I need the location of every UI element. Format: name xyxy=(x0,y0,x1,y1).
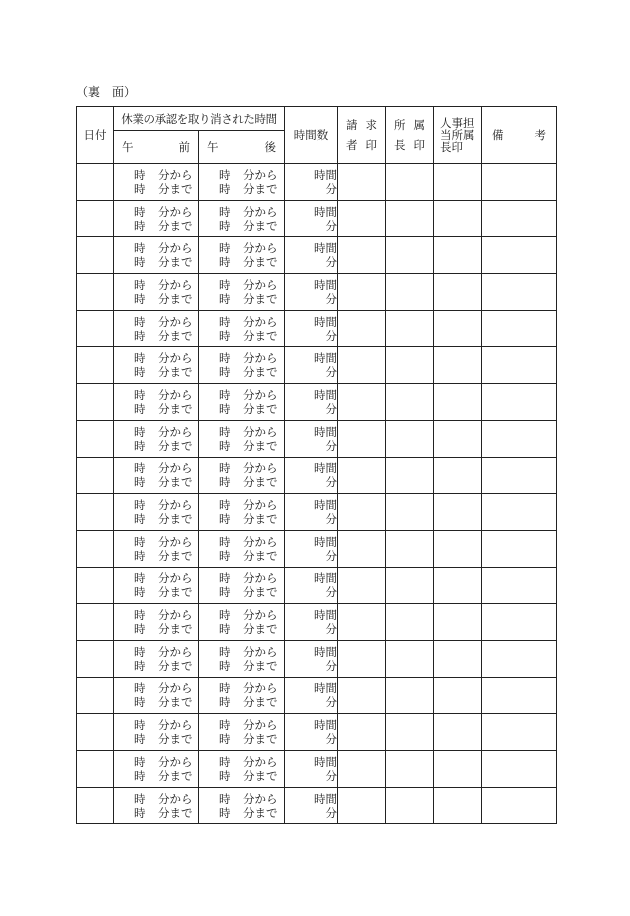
remarks-cell[interactable] xyxy=(482,677,557,714)
requester-seal-cell[interactable] xyxy=(338,787,386,824)
hr-dept-head-seal-cell[interactable] xyxy=(434,751,482,788)
table-row xyxy=(77,200,557,237)
table-row xyxy=(77,751,557,788)
dept-head-seal-cell[interactable] xyxy=(386,751,434,788)
hr-dept-head-seal-cell[interactable] xyxy=(434,457,482,494)
hr-dept-head-seal-cell[interactable] xyxy=(434,494,482,531)
pm-time-cell[interactable]: 時 分から 時 分まで xyxy=(199,494,285,531)
date-cell[interactable] xyxy=(77,677,114,714)
remarks-cell[interactable] xyxy=(482,200,557,237)
pm-time-cell[interactable]: 時 分から 時 分まで xyxy=(199,751,285,788)
pm-time-cell[interactable]: 時 分から 時 分まで xyxy=(199,237,285,274)
hr-dept-head-seal-cell[interactable] xyxy=(434,347,482,384)
hr-dept-head-seal-cell[interactable] xyxy=(434,420,482,457)
pm-time-cell[interactable]: 時 分から 時 分まで xyxy=(199,164,285,201)
dept-head-seal-cell[interactable] xyxy=(386,787,434,824)
table-row xyxy=(77,604,557,641)
hours-count-cell[interactable]: 時間 分 xyxy=(285,347,338,384)
hours-count-cell[interactable]: 時間 分 xyxy=(285,494,338,531)
hr-dept-head-seal-cell[interactable] xyxy=(434,384,482,421)
am-time-cell[interactable]: 時 分から 時 分まで xyxy=(114,420,199,457)
table-row xyxy=(77,677,557,714)
requester-seal-cell[interactable] xyxy=(338,640,386,677)
pm-time-cell[interactable]: 時 分から 時 分まで xyxy=(199,567,285,604)
table-row xyxy=(77,494,557,531)
dept-head-seal-cell[interactable] xyxy=(386,567,434,604)
hours-count-cell[interactable]: 時間 分 xyxy=(285,567,338,604)
date-cell[interactable] xyxy=(77,567,114,604)
am-time-cell[interactable]: 時 分から 時 分まで xyxy=(114,494,199,531)
dept-head-seal-cell[interactable] xyxy=(386,420,434,457)
remarks-cell[interactable] xyxy=(482,274,557,311)
date-cell[interactable] xyxy=(77,640,114,677)
table-row xyxy=(77,787,557,824)
dept-head-seal-cell[interactable] xyxy=(386,494,434,531)
am-time-cell[interactable]: 時 分から 時 分まで xyxy=(114,751,199,788)
remarks-cell[interactable] xyxy=(482,751,557,788)
hr-dept-head-seal-cell[interactable] xyxy=(434,567,482,604)
pm-time-cell[interactable]: 時 分から 時 分まで xyxy=(199,714,285,751)
am-time-cell[interactable]: 時 分から 時 分まで xyxy=(114,530,199,567)
remarks-cell[interactable] xyxy=(482,494,557,531)
am-time-cell[interactable]: 時 分から 時 分まで xyxy=(114,310,199,347)
dept-head-seal-cell[interactable] xyxy=(386,310,434,347)
hours-count-cell[interactable]: 時間 分 xyxy=(285,640,338,677)
hours-count-cell[interactable]: 時間 分 xyxy=(285,164,338,201)
date-cell[interactable] xyxy=(77,751,114,788)
dept-head-seal-cell[interactable] xyxy=(386,347,434,384)
requester-seal-cell[interactable] xyxy=(338,347,386,384)
date-cell[interactable] xyxy=(77,714,114,751)
table-row xyxy=(77,164,557,201)
am-time-cell[interactable]: 時 分から 時 分まで xyxy=(114,274,199,311)
dept-head-seal-cell[interactable] xyxy=(386,384,434,421)
hours-count-cell[interactable]: 時間 分 xyxy=(285,274,338,311)
requester-seal-cell[interactable] xyxy=(338,457,386,494)
remarks-cell[interactable] xyxy=(482,457,557,494)
am-time-cell[interactable]: 時 分から 時 分まで xyxy=(114,384,199,421)
remarks-cell[interactable] xyxy=(482,237,557,274)
remarks-cell[interactable] xyxy=(482,164,557,201)
date-cell[interactable] xyxy=(77,604,114,641)
requester-seal-cell[interactable] xyxy=(338,420,386,457)
date-cell[interactable] xyxy=(77,310,114,347)
date-header: 日付 xyxy=(77,107,114,164)
table-row xyxy=(77,310,557,347)
am-time-cell[interactable]: 時 分から 時 分まで xyxy=(114,237,199,274)
table-row xyxy=(77,420,557,457)
hours-count-cell[interactable]: 時間 分 xyxy=(285,530,338,567)
dept-head-seal-cell[interactable] xyxy=(386,640,434,677)
hr-dept-head-seal-cell[interactable] xyxy=(434,237,482,274)
pm-time-cell[interactable]: 時 分から 時 分まで xyxy=(199,604,285,641)
hours-count-cell[interactable]: 時間 分 xyxy=(285,420,338,457)
hours-count-cell[interactable]: 時間 分 xyxy=(285,384,338,421)
table-row xyxy=(77,640,557,677)
hours-count-cell[interactable]: 時間 分 xyxy=(285,200,338,237)
leave-cancel-header: 休業の承認を取り消された時間 xyxy=(114,107,285,131)
dept-head-seal-cell[interactable] xyxy=(386,237,434,274)
remarks-cell[interactable] xyxy=(482,640,557,677)
requester-seal-cell[interactable] xyxy=(338,567,386,604)
pm-time-cell[interactable]: 時 分から 時 分まで xyxy=(199,310,285,347)
table-row xyxy=(77,457,557,494)
table-row xyxy=(77,567,557,604)
requester-seal-cell[interactable] xyxy=(338,677,386,714)
dept-head-seal-cell[interactable] xyxy=(386,530,434,567)
pm-time-cell[interactable]: 時 分から 時 分まで xyxy=(199,200,285,237)
hr-dept-head-seal-cell[interactable] xyxy=(434,604,482,641)
requester-seal-cell[interactable] xyxy=(338,751,386,788)
remarks-cell[interactable] xyxy=(482,420,557,457)
table-row xyxy=(77,274,557,311)
remarks-cell[interactable] xyxy=(482,787,557,824)
hr-dept-head-seal-cell[interactable] xyxy=(434,640,482,677)
am-time-cell[interactable]: 時 分から 時 分まで xyxy=(114,714,199,751)
pm-time-cell[interactable]: 時 分から 時 分まで xyxy=(199,457,285,494)
remarks-cell[interactable] xyxy=(482,310,557,347)
pm-time-cell[interactable]: 時 分から 時 分まで xyxy=(199,530,285,567)
remarks-cell[interactable] xyxy=(482,384,557,421)
requester-seal-cell[interactable] xyxy=(338,310,386,347)
cancellation-time-table xyxy=(76,106,557,824)
pm-time-cell[interactable]: 時 分から 時 分まで xyxy=(199,640,285,677)
pm-time-cell[interactable]: 時 分から 時 分まで xyxy=(199,420,285,457)
requester-seal-cell[interactable] xyxy=(338,494,386,531)
requester-seal-cell[interactable] xyxy=(338,237,386,274)
table-row xyxy=(77,714,557,751)
remarks-header: 備 考 xyxy=(482,107,557,164)
hours-count-cell[interactable]: 時間 分 xyxy=(285,604,338,641)
requester-seal-cell[interactable] xyxy=(338,530,386,567)
dept-head-seal-cell[interactable] xyxy=(386,164,434,201)
date-cell[interactable] xyxy=(77,274,114,311)
hours-count-cell[interactable]: 時間 分 xyxy=(285,751,338,788)
page-label: （裏 面） xyxy=(76,85,137,99)
pm-time-cell[interactable]: 時 分から 時 分まで xyxy=(199,274,285,311)
dept-head-seal-cell[interactable] xyxy=(386,274,434,311)
remarks-cell[interactable] xyxy=(482,567,557,604)
remarks-cell[interactable] xyxy=(482,604,557,641)
am-time-cell[interactable]: 時 分から 時 分まで xyxy=(114,567,199,604)
hours-count-cell[interactable]: 時間 分 xyxy=(285,310,338,347)
date-cell[interactable] xyxy=(77,457,114,494)
hours-count-cell[interactable]: 時間 分 xyxy=(285,787,338,824)
hr-dept-head-seal-cell[interactable] xyxy=(434,530,482,567)
pm-header: 午 後 xyxy=(199,131,285,164)
date-cell[interactable] xyxy=(77,494,114,531)
table-row xyxy=(77,237,557,274)
date-cell[interactable] xyxy=(77,787,114,824)
am-time-cell[interactable]: 時 分から 時 分まで xyxy=(114,640,199,677)
am-time-cell[interactable]: 時 分から 時 分まで xyxy=(114,164,199,201)
remarks-cell[interactable] xyxy=(482,714,557,751)
hr-dept-head-seal-cell[interactable] xyxy=(434,164,482,201)
hr-dept-head-seal-cell[interactable] xyxy=(434,274,482,311)
am-time-cell[interactable]: 時 分から 時 分まで xyxy=(114,787,199,824)
date-cell[interactable] xyxy=(77,200,114,237)
hr-dept-head-seal-cell[interactable] xyxy=(434,677,482,714)
date-cell[interactable] xyxy=(77,530,114,567)
remarks-cell[interactable] xyxy=(482,347,557,384)
am-time-cell[interactable]: 時 分から 時 分まで xyxy=(114,604,199,641)
date-cell[interactable] xyxy=(77,384,114,421)
hr-dept-head-seal-header: 人事担 当所属 長印 xyxy=(434,107,482,164)
hr-dept-head-seal-cell[interactable] xyxy=(434,200,482,237)
pm-time-cell[interactable]: 時 分から 時 分まで xyxy=(199,384,285,421)
dept-head-seal-cell[interactable] xyxy=(386,457,434,494)
requester-seal-cell[interactable] xyxy=(338,200,386,237)
am-time-cell[interactable]: 時 分から 時 分まで xyxy=(114,677,199,714)
table-row xyxy=(77,384,557,421)
date-cell[interactable] xyxy=(77,237,114,274)
am-time-cell[interactable]: 時 分から 時 分まで xyxy=(114,200,199,237)
hours-count-cell[interactable]: 時間 分 xyxy=(285,677,338,714)
dept-head-seal-cell[interactable] xyxy=(386,604,434,641)
hours-count-cell[interactable]: 時間 分 xyxy=(285,714,338,751)
pm-time-cell[interactable]: 時 分から 時 分まで xyxy=(199,347,285,384)
am-time-cell[interactable]: 時 分から 時 分まで xyxy=(114,347,199,384)
hr-dept-head-seal-cell[interactable] xyxy=(434,714,482,751)
requester-seal-cell[interactable] xyxy=(338,164,386,201)
dept-head-seal-cell[interactable] xyxy=(386,677,434,714)
dept-head-seal-cell[interactable] xyxy=(386,714,434,751)
date-cell[interactable] xyxy=(77,420,114,457)
requester-seal-header: 請 求 者 印 xyxy=(338,107,386,164)
dept-head-seal-header: 所 属 長 印 xyxy=(386,107,434,164)
date-cell[interactable] xyxy=(77,164,114,201)
hours-count-cell[interactable]: 時間 分 xyxy=(285,457,338,494)
table-row xyxy=(77,347,557,384)
hr-dept-head-seal-cell[interactable] xyxy=(434,787,482,824)
requester-seal-cell[interactable] xyxy=(338,274,386,311)
am-header: 午 前 xyxy=(114,131,199,164)
pm-time-cell[interactable]: 時 分から 時 分まで xyxy=(199,677,285,714)
pm-time-cell[interactable]: 時 分から 時 分まで xyxy=(199,787,285,824)
dept-head-seal-cell[interactable] xyxy=(386,200,434,237)
table-row xyxy=(77,530,557,567)
date-cell[interactable] xyxy=(77,347,114,384)
remarks-cell[interactable] xyxy=(482,530,557,567)
hr-dept-head-seal-cell[interactable] xyxy=(434,310,482,347)
hours-count-header: 時間数 xyxy=(285,107,338,164)
hours-count-cell[interactable]: 時間 分 xyxy=(285,237,338,274)
am-time-cell[interactable]: 時 分から 時 分まで xyxy=(114,457,199,494)
requester-seal-cell[interactable] xyxy=(338,384,386,421)
requester-seal-cell[interactable] xyxy=(338,604,386,641)
requester-seal-cell[interactable] xyxy=(338,714,386,751)
